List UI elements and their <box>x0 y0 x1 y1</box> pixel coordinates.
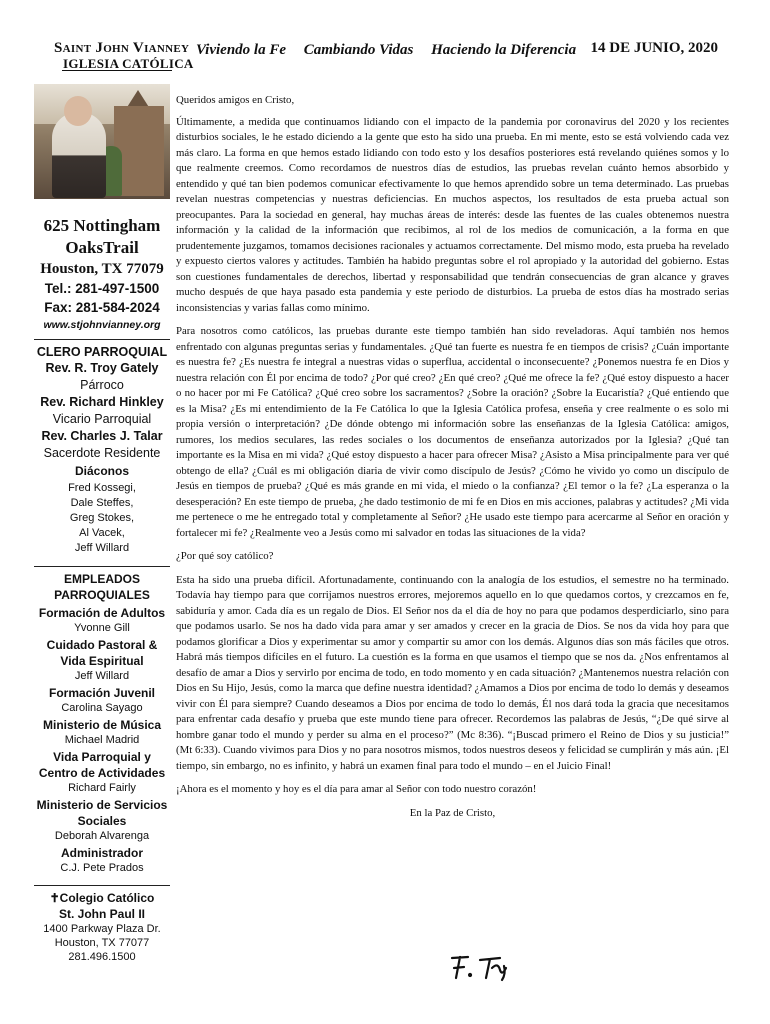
motto-part-1: Viviendo la Fe <box>196 42 286 58</box>
staff-title: Formación Juvenil <box>48 686 156 700</box>
staff-title: Vida Parroquial y Centro de Actividades <box>38 750 166 780</box>
motto-part-3: Haciendo la Diferencia <box>431 42 577 58</box>
school-name-line-2: St. John Paul II <box>58 907 145 921</box>
staff-title: Ministerio de Música <box>42 718 162 732</box>
fax-number: Fax: 281-584-2024 <box>44 300 160 315</box>
staff-person: Deborah Alvarenga <box>54 830 150 842</box>
letter-salutation: Queridos amigos en Cristo, <box>176 94 295 106</box>
staff-title: Administrador <box>60 846 143 860</box>
photo-saint-head <box>64 96 92 126</box>
parish-name: Saint John Vianney <box>54 40 190 56</box>
clergy-name-1: Rev. R. Troy Gately <box>45 361 159 375</box>
address-city: Houston, TX 77079 <box>40 261 164 277</box>
bulletin-date: 14 DE JUNIO, 2020 <box>590 40 718 56</box>
pastor-letter <box>176 93 729 829</box>
staff-title: Cuidado Pastoral & Vida Espiritual <box>46 638 158 668</box>
parish-underline <box>62 70 172 71</box>
motto-part-2: Cambiando Vidas <box>303 42 414 58</box>
school-address-2: Houston, TX 77077 <box>54 937 150 949</box>
deacon-name: Greg Stokes, <box>69 512 135 524</box>
letter-paragraph-2: Para nosotros como católicos, las pruebas durante este tiempo también han sido reveladoras. Aquí también nos hemos enfrentado con algunas preguntas serias y fundamentales. ¿Qué tan fuerte es nuestra fe en tiempos de crisis? ¿Cuán importante es nuestra fe? ¿Es nuestra fe integral a nuestras vidas o superflua, accidental o inconsecuente? ¿Ponemos nuestra fe en Dios y nuestra relación con Él por encima de todo? ¿Por qué creo? ¿En qué creo? ¿Qué me ofrece la fe? ¿Qué estoy dispuesto a hacer o no hacer por mi Fe Católica? ¿Qué creo sobre los sacramentos? ¿Sobre la oración? ¿Sobre la Eucaristía? ¿Qué entiendo que es la Misa? ¿Es mi entendimiento de la Fe Católica lo que la Iglesia Católica profesa, enseña y cree realmente o es solo mi propia versión o interpretación? ¿De dónde obtengo mi información sobre las enseñanzas de la Iglesia Católica: amigos, rumores, los medios seculares, las redes sociales o los documentos de enseñanza autorizados por la Iglesia? ¿Qué tan importante es la Misa en mi vida? ¿Qué estoy dispuesto a hacer para ofrecer Misa? ¿Asisto a Misa principalmente para ver qué obtengo de ella? ¿Cuál es mi obligación diaria de vivir como discípulo de Jesús? ¿Cómo he vivido yo como un discípulo de Jesús en tiempos de prueba? ¿Qué es más grande en mi vida, el miedo o la confianza? ¿El temor o la fe? ¿La esperanza o la desesperación? En este tiempo de prueba, ¿he dado testimonio de mi fe en Dios en mis acciones, palabras y actitudes? ¿Mi vida me pertenece o me he entregado total y completamente al Señor? ¿He usado este tiempo para acercarme al Señor en oración y fortalecer mi fe? ¿Realmente veo a Jesús como mi salvador en todas las situaciones de la vida? <box>176 325 729 539</box>
letter-paragraph-3: ¿Por qué soy católico? <box>176 550 274 562</box>
deacon-name: Jeff Willard <box>74 542 130 554</box>
staff-person: Richard Fairly <box>68 782 136 794</box>
staff-heading-line-2: PARROQUIALES <box>54 588 150 602</box>
staff-person: C.J. Pete Prados <box>60 862 144 874</box>
clergy-name-3: Rev. Charles J. Talar <box>41 429 163 443</box>
staff-person: Jeff Willard <box>74 670 130 682</box>
staff-title: Ministerio de Servicios Sociales <box>36 798 168 828</box>
phone-number: Tel.: 281-497-1500 <box>44 281 160 296</box>
bulletin-header <box>0 0 770 80</box>
letter-paragraph-5: ¡Ahora es el momento y hoy es el día para amar al Señor con todo nuestro corazón! <box>176 783 537 795</box>
pastor-signature <box>446 952 516 982</box>
school-name-line-1: ✝Colegio Católico <box>49 891 155 905</box>
school-phone: 281.496.1500 <box>68 951 136 963</box>
deacon-name: Dale Steffes, <box>70 497 134 509</box>
letter-closing: En la Paz de Cristo, <box>409 806 496 819</box>
clergy-role-1: Párroco <box>80 378 124 392</box>
staff-person: Carolina Sayago <box>61 702 143 714</box>
parish-subtitle: IGLESIA CATÓLICA <box>63 56 194 71</box>
clergy-role-2: Vicario Parroquial <box>52 412 152 426</box>
divider <box>34 339 170 340</box>
deacon-name: Al Vacek, <box>79 527 125 539</box>
parish-motto <box>196 42 590 59</box>
sidebar <box>34 84 170 964</box>
staff-heading-line-1: EMPLEADOS <box>63 572 140 586</box>
divider <box>34 566 170 567</box>
staff-title: Formación de Adultos <box>38 606 166 620</box>
clergy-name-2: Rev. Richard Hinkley <box>40 395 164 409</box>
deacons-heading: Diáconos <box>74 464 129 478</box>
website-link[interactable]: www.stjohnvianney.org <box>43 319 161 331</box>
letter-paragraph-4: Esta ha sido una prueba difícil. Afortunadamente, continuando con la analogía de los estudios, el semestre no ha terminado. Todavía hay tiempo para que corrijamos nuestros errores, mejoremos aquello en lo que quedamos cortos, y crezcamos en fe, sabiduría y amor. Cada día es un regalo de Dios. El Señor nos da el día de hoy no para que podamos desperdiciarlo, sino para que podamos usarlo. Se nos ha dado vida para amar y ser amados y crecer en la gracia de Dios. Se nos da vida hoy para que podamos glorificar a Dios y experimentar su amor y compartir su amor con los demás. Algunos días son más fáciles que otros. Habrá más tiempos difíciles en el futuro. La cuestión es la forma en que usamos el tiempo que se nos da. ¿Nos enfrentamos al desafío de amar a Dios y servirlo por encima de todo, en todo momento y en cada situación? ¿Mantenemos nuestra relación con Dios en Su Hijo, Jesús, como la marca que define nuestra identidad? ¿Amamos a Dios por encima de todo lo demás y deseamos vivir con Él para siempre? Cuando deseamos a Dios por encima de todo lo demás, Él nos dará toda la gracia que necesitamos para enfrentar cada desafío y prueba que este mundo tiene para ofrecer. Recordemos las palabras de Jesús, “¿De qué sirve al hombre ganar todo el mundo y perder su alma en el proceso?” (Mc 8:36). “¡Buscad primero el Reino de Dios y su justicia!” (Mt 6:33). Cuando vivimos para Dios y no para nosotros mismos, todos nuestros deseos y felicidad se cumplirán y más aún. ¡El tiempo, sin embargo, no es infinito, y habrá un examen final para todo el mundo – en el Juicio Final! <box>176 573 729 772</box>
school-address-1: 1400 Parkway Plaza Dr. <box>43 923 161 935</box>
divider <box>34 885 170 886</box>
letter-paragraph-1: Últimamente, a medida que continuamos lidiando con el impacto de la pandemia por coronavirus del 2020 y los recientes disturbios sociales, le he estado diciendo a la gente que esto ha sido una prueba. En mi mente, esto se está volviendo cada vez más claro. La forma en que hemos estado lidiando con todo esto y los desafíos posteriores está revelando quiénes somos y lo que realmente creemos. Como recordamos de nuestros días de estudios, las pruebas revelan cuánto hemos absorbido y entendido y qué tan bien podemos comunicar efectivamente lo que hemos aprendido sobre un tema determinado. Las pruebas revelan nuestras competencias y nuestras deficiencias. En muchos aspectos, los resultados de esta prueba actual son preocupantes. Para la sociedad en general, hay muchas áreas de interés: desde las fuentes de las cuales obtenemos nuestra información y la calidad de la información que recibimos, al rol de los medios de comunicación, a la forma en que prudentemente juzgamos, tomamos decisiones racionales y actuamos correctamente. Del mismo modo, esta prueba ha revelado y expuesto ciertos valores y actitudes. También ha habido preguntas sobre el rol apropiado y la autoridad del gobierno. Estas son cuestiones fundamentales de derechos, libertad y responsabilidad que tendrán consecuencias de gran alcance y graves mucho después de que haya pasado esta pandemia y este periodo de disturbios. La prueba de estos días ha mostrado serias inconsistencias y varias fallas como mínimo. <box>176 115 729 314</box>
address-line-1: 625 Nottingham <box>43 216 161 235</box>
clergy-role-3: Sacerdote Residente <box>43 446 161 460</box>
staff-person: Michael Madrid <box>64 734 140 746</box>
clergy-heading: CLERO PARROQUIAL <box>36 345 168 359</box>
address-line-2: OaksTrail <box>65 238 139 257</box>
saint-portrait-photo <box>34 84 170 199</box>
deacon-name: Fred Kossegi, <box>68 482 136 494</box>
staff-person: Yvonne Gill <box>74 622 130 634</box>
